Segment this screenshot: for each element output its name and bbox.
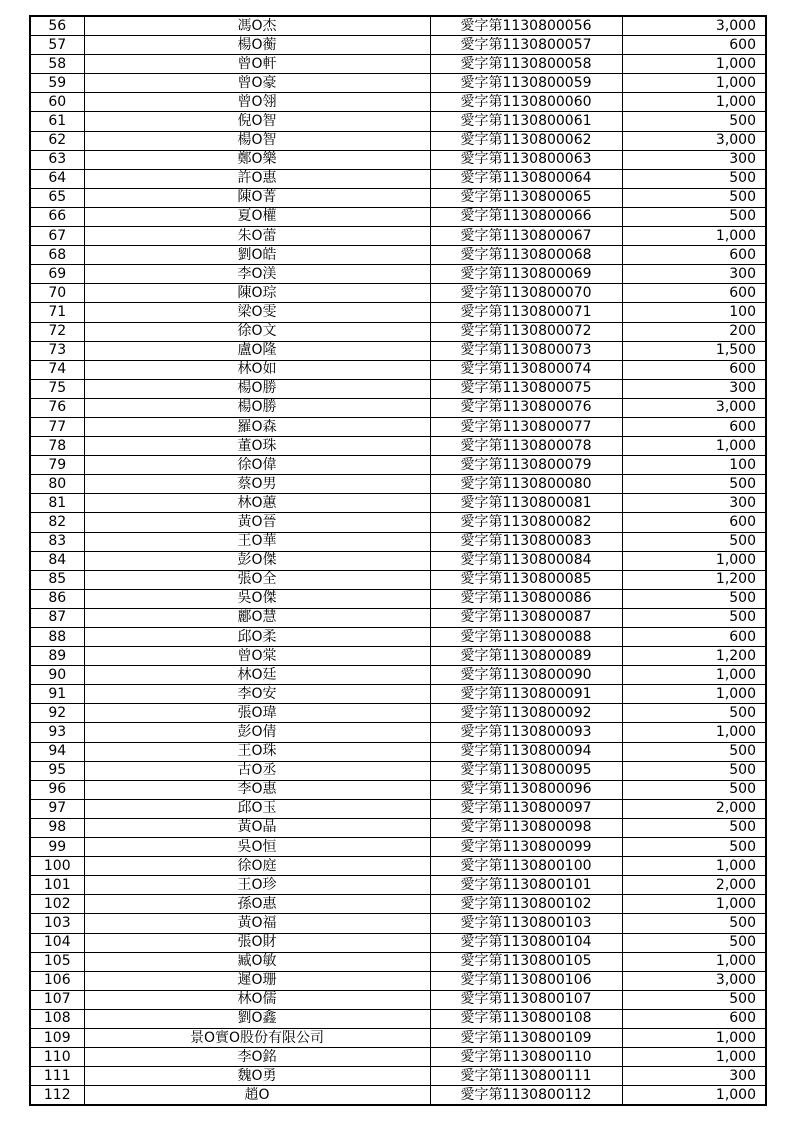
- receipt-number-cell: 愛字第1130800074: [430, 360, 622, 379]
- donor-name-cell: 許O惠: [84, 169, 430, 188]
- donation-amount-cell: 3,000: [622, 131, 766, 150]
- donor-name-cell: 曾O翎: [84, 93, 430, 112]
- table-row: [30, 799, 766, 818]
- donor-name-cell: 林O廷: [84, 666, 430, 685]
- row-number-cell: 88: [30, 628, 84, 647]
- donation-amount-cell: 2,000: [622, 876, 766, 895]
- row-number-cell: 87: [30, 608, 84, 627]
- receipt-number-cell: 愛字第1130800094: [430, 742, 622, 761]
- row-number-cell: 56: [30, 16, 84, 36]
- receipt-number-cell: 愛字第1130800072: [430, 322, 622, 341]
- donation-amount-cell: 500: [622, 188, 766, 207]
- receipt-number-cell: 愛字第1130800070: [430, 284, 622, 303]
- receipt-number-cell: 愛字第1130800085: [430, 570, 622, 589]
- receipt-number-cell: 愛字第1130800092: [430, 704, 622, 723]
- donation-amount-cell: 1,000: [622, 55, 766, 74]
- row-number-cell: 104: [30, 933, 84, 952]
- donation-amount-cell: 1,000: [622, 74, 766, 93]
- receipt-number-cell: 愛字第1130800086: [430, 589, 622, 608]
- donation-amount-cell: 3,000: [622, 16, 766, 36]
- donor-name-cell: 鄭O樂: [84, 150, 430, 169]
- table-row: [30, 780, 766, 799]
- donor-name-cell: 朱O蕾: [84, 227, 430, 246]
- receipt-number-cell: 愛字第1130800106: [430, 971, 622, 990]
- donation-amount-cell: 500: [622, 207, 766, 226]
- row-number-cell: 93: [30, 723, 84, 742]
- receipt-number-cell: 愛字第1130800075: [430, 379, 622, 398]
- row-number-cell: 68: [30, 246, 84, 265]
- receipt-number-cell: 愛字第1130800081: [430, 494, 622, 513]
- table-row: [30, 1009, 766, 1028]
- receipt-number-cell: 愛字第1130800059: [430, 74, 622, 93]
- donation-amount-cell: 2,000: [622, 799, 766, 818]
- table-row: [30, 513, 766, 532]
- receipt-number-cell: 愛字第1130800093: [430, 723, 622, 742]
- receipt-number-cell: 愛字第1130800099: [430, 838, 622, 857]
- donation-amount-cell: 300: [622, 1067, 766, 1086]
- donor-name-cell: 彭O倩: [84, 723, 430, 742]
- table-row: [30, 227, 766, 246]
- row-number-cell: 69: [30, 265, 84, 284]
- table-row: [30, 36, 766, 55]
- donor-name-cell: 古O丞: [84, 761, 430, 780]
- donor-name-cell: 酈O慧: [84, 608, 430, 627]
- receipt-number-cell: 愛字第1130800057: [430, 36, 622, 55]
- table-row: [30, 704, 766, 723]
- table-row: [30, 608, 766, 627]
- donor-name-cell: 張O財: [84, 933, 430, 952]
- table-row: [30, 417, 766, 436]
- table-row: [30, 818, 766, 837]
- row-number-cell: 66: [30, 207, 84, 226]
- donor-name-cell: 吳O恒: [84, 838, 430, 857]
- receipt-number-cell: 愛字第1130800060: [430, 93, 622, 112]
- table-row: [30, 857, 766, 876]
- row-number-cell: 106: [30, 971, 84, 990]
- row-number-cell: 61: [30, 112, 84, 131]
- row-number-cell: 60: [30, 93, 84, 112]
- donor-name-cell: 林O如: [84, 360, 430, 379]
- donor-name-cell: 曾O軒: [84, 55, 430, 74]
- donation-amount-cell: 1,000: [622, 952, 766, 971]
- table-row: [30, 284, 766, 303]
- table-row: [30, 303, 766, 322]
- donation-amount-cell: 1,000: [622, 1086, 766, 1106]
- table-row: [30, 570, 766, 589]
- donor-name-cell: 馮O杰: [84, 16, 430, 36]
- table-row: [30, 532, 766, 551]
- row-number-cell: 101: [30, 876, 84, 895]
- donation-amount-cell: 1,000: [622, 685, 766, 704]
- table-row: [30, 398, 766, 417]
- receipt-number-cell: 愛字第1130800095: [430, 761, 622, 780]
- table-row: [30, 761, 766, 780]
- donation-amount-cell: 600: [622, 513, 766, 532]
- donation-amount-cell: 500: [622, 990, 766, 1009]
- receipt-number-cell: 愛字第1130800078: [430, 437, 622, 456]
- donation-amount-cell: 600: [622, 246, 766, 265]
- donor-name-cell: 梁O雯: [84, 303, 430, 322]
- receipt-number-cell: 愛字第1130800087: [430, 608, 622, 627]
- row-number-cell: 94: [30, 742, 84, 761]
- row-number-cell: 58: [30, 55, 84, 74]
- donation-amount-cell: 300: [622, 494, 766, 513]
- receipt-number-cell: 愛字第1130800084: [430, 551, 622, 570]
- donor-name-cell: 楊O蘅: [84, 36, 430, 55]
- donation-amount-cell: 500: [622, 914, 766, 933]
- donor-name-cell: 張O全: [84, 570, 430, 589]
- table-row: [30, 360, 766, 379]
- row-number-cell: 75: [30, 379, 84, 398]
- receipt-number-cell: 愛字第1130800062: [430, 131, 622, 150]
- table-row: [30, 74, 766, 93]
- row-number-cell: 109: [30, 1028, 84, 1047]
- table-row: [30, 1067, 766, 1086]
- row-number-cell: 78: [30, 437, 84, 456]
- donation-amount-cell: 500: [622, 475, 766, 494]
- row-number-cell: 62: [30, 131, 84, 150]
- receipt-number-cell: 愛字第1130800103: [430, 914, 622, 933]
- row-number-cell: 70: [30, 284, 84, 303]
- row-number-cell: 99: [30, 838, 84, 857]
- donor-name-cell: 趙O: [84, 1086, 430, 1106]
- donation-amount-cell: 3,000: [622, 398, 766, 417]
- table-row: [30, 112, 766, 131]
- receipt-number-cell: 愛字第1130800089: [430, 647, 622, 666]
- row-number-cell: 97: [30, 799, 84, 818]
- receipt-number-cell: 愛字第1130800088: [430, 628, 622, 647]
- receipt-number-cell: 愛字第1130800091: [430, 685, 622, 704]
- table-row: [30, 188, 766, 207]
- row-number-cell: 107: [30, 990, 84, 1009]
- row-number-cell: 89: [30, 647, 84, 666]
- donation-amount-cell: 1,000: [622, 1048, 766, 1067]
- receipt-number-cell: 愛字第1130800110: [430, 1048, 622, 1067]
- donor-name-cell: 徐O偉: [84, 456, 430, 475]
- row-number-cell: 77: [30, 417, 84, 436]
- donor-name-cell: 李O銘: [84, 1048, 430, 1067]
- donor-name-cell: 黃O晉: [84, 513, 430, 532]
- receipt-number-cell: 愛字第1130800105: [430, 952, 622, 971]
- table-row: [30, 1048, 766, 1067]
- donation-amount-cell: 300: [622, 265, 766, 284]
- table-row: [30, 838, 766, 857]
- row-number-cell: 103: [30, 914, 84, 933]
- row-number-cell: 65: [30, 188, 84, 207]
- row-number-cell: 98: [30, 818, 84, 837]
- table-row: [30, 150, 766, 169]
- receipt-number-cell: 愛字第1130800090: [430, 666, 622, 685]
- donor-name-cell: 夏O權: [84, 207, 430, 226]
- row-number-cell: 96: [30, 780, 84, 799]
- table-row: [30, 933, 766, 952]
- receipt-number-cell: 愛字第1130800076: [430, 398, 622, 417]
- table-row: [30, 456, 766, 475]
- donation-amount-cell: 200: [622, 322, 766, 341]
- donation-amount-cell: 1,000: [622, 895, 766, 914]
- donor-name-cell: 李O渼: [84, 265, 430, 284]
- receipt-number-cell: 愛字第1130800068: [430, 246, 622, 265]
- donor-name-cell: 楊O勝: [84, 398, 430, 417]
- donation-amount-cell: 1,000: [622, 437, 766, 456]
- donation-amount-cell: 500: [622, 112, 766, 131]
- table-row: [30, 475, 766, 494]
- table-row: [30, 685, 766, 704]
- row-number-cell: 91: [30, 685, 84, 704]
- row-number-cell: 67: [30, 227, 84, 246]
- donation-amount-cell: 600: [622, 360, 766, 379]
- donor-name-cell: 張O瑋: [84, 704, 430, 723]
- donor-name-cell: 林O儒: [84, 990, 430, 1009]
- donor-name-cell: 李O安: [84, 685, 430, 704]
- receipt-number-cell: 愛字第1130800067: [430, 227, 622, 246]
- donor-name-cell: 王O珠: [84, 742, 430, 761]
- donor-name-cell: 劉O鑫: [84, 1009, 430, 1028]
- donor-name-cell: 邱O柔: [84, 628, 430, 647]
- donation-amount-cell: 500: [622, 818, 766, 837]
- donation-amount-cell: 500: [622, 780, 766, 799]
- table-row: [30, 169, 766, 188]
- receipt-number-cell: 愛字第1130800098: [430, 818, 622, 837]
- donor-name-cell: 李O惠: [84, 780, 430, 799]
- receipt-number-cell: 愛字第1130800056: [430, 16, 622, 36]
- donor-name-cell: 吳O傑: [84, 589, 430, 608]
- table-row: [30, 971, 766, 990]
- donation-amount-cell: 1,000: [622, 551, 766, 570]
- table-row: [30, 379, 766, 398]
- row-number-cell: 82: [30, 513, 84, 532]
- donation-amount-cell: 300: [622, 379, 766, 398]
- row-number-cell: 59: [30, 74, 84, 93]
- receipt-number-cell: 愛字第1130800100: [430, 857, 622, 876]
- receipt-number-cell: 愛字第1130800101: [430, 876, 622, 895]
- receipt-number-cell: 愛字第1130800069: [430, 265, 622, 284]
- donor-name-cell: 倪O智: [84, 112, 430, 131]
- donation-amount-cell: 500: [622, 608, 766, 627]
- donation-amount-cell: 100: [622, 303, 766, 322]
- row-number-cell: 83: [30, 532, 84, 551]
- receipt-number-cell: 愛字第1130800065: [430, 188, 622, 207]
- donor-name-cell: 魏O勇: [84, 1067, 430, 1086]
- table-row: [30, 265, 766, 284]
- donor-name-cell: 王O華: [84, 532, 430, 551]
- donor-name-cell: 盧O隆: [84, 341, 430, 360]
- receipt-number-cell: 愛字第1130800104: [430, 933, 622, 952]
- table-row: [30, 341, 766, 360]
- donor-name-cell: 蔡O男: [84, 475, 430, 494]
- receipt-number-cell: 愛字第1130800077: [430, 417, 622, 436]
- table-row: [30, 666, 766, 685]
- donor-name-cell: 林O蕙: [84, 494, 430, 513]
- table-row: [30, 1028, 766, 1047]
- donation-amount-cell: 600: [622, 36, 766, 55]
- row-number-cell: 76: [30, 398, 84, 417]
- receipt-number-cell: 愛字第1130800079: [430, 456, 622, 475]
- donation-amount-cell: 1,000: [622, 723, 766, 742]
- receipt-number-cell: 愛字第1130800111: [430, 1067, 622, 1086]
- donor-name-cell: 陳O菁: [84, 188, 430, 207]
- donation-amount-cell: 500: [622, 933, 766, 952]
- donor-name-cell: 楊O智: [84, 131, 430, 150]
- row-number-cell: 71: [30, 303, 84, 322]
- table-row: [30, 246, 766, 265]
- table-row: [30, 723, 766, 742]
- table-row: [30, 952, 766, 971]
- donation-amount-cell: 500: [622, 761, 766, 780]
- donor-name-cell: 彭O傑: [84, 551, 430, 570]
- row-number-cell: 92: [30, 704, 84, 723]
- table-row: [30, 55, 766, 74]
- row-number-cell: 72: [30, 322, 84, 341]
- receipt-number-cell: 愛字第1130800080: [430, 475, 622, 494]
- table-row: [30, 16, 766, 36]
- row-number-cell: 102: [30, 895, 84, 914]
- receipt-number-cell: 愛字第1130800109: [430, 1028, 622, 1047]
- donation-amount-cell: 1,200: [622, 570, 766, 589]
- donation-amount-cell: 1,000: [622, 1028, 766, 1047]
- table-row: [30, 647, 766, 666]
- row-number-cell: 84: [30, 551, 84, 570]
- donation-amount-cell: 1,200: [622, 647, 766, 666]
- row-number-cell: 85: [30, 570, 84, 589]
- table-row: [30, 876, 766, 895]
- table-row: [30, 551, 766, 570]
- donor-name-cell: 景O實O股份有限公司: [84, 1028, 430, 1047]
- receipt-number-cell: 愛字第1130800097: [430, 799, 622, 818]
- receipt-number-cell: 愛字第1130800112: [430, 1086, 622, 1106]
- donor-name-cell: 楊O勝: [84, 379, 430, 398]
- donor-name-cell: 羅O森: [84, 417, 430, 436]
- row-number-cell: 74: [30, 360, 84, 379]
- donor-name-cell: 董O珠: [84, 437, 430, 456]
- receipt-number-cell: 愛字第1130800058: [430, 55, 622, 74]
- donation-amount-cell: 1,000: [622, 93, 766, 112]
- row-number-cell: 86: [30, 589, 84, 608]
- receipt-number-cell: 愛字第1130800064: [430, 169, 622, 188]
- receipt-number-cell: 愛字第1130800066: [430, 207, 622, 226]
- donation-amount-cell: 500: [622, 704, 766, 723]
- donation-amount-cell: 600: [622, 628, 766, 647]
- donor-name-cell: 王O珍: [84, 876, 430, 895]
- row-number-cell: 81: [30, 494, 84, 513]
- table-row: [30, 1086, 766, 1106]
- table-row: [30, 494, 766, 513]
- receipt-number-cell: 愛字第1130800096: [430, 780, 622, 799]
- row-number-cell: 63: [30, 150, 84, 169]
- donation-amount-cell: 100: [622, 456, 766, 475]
- table-row: [30, 322, 766, 341]
- row-number-cell: 112: [30, 1086, 84, 1106]
- row-number-cell: 64: [30, 169, 84, 188]
- donation-amount-cell: 600: [622, 417, 766, 436]
- receipt-number-cell: 愛字第1130800082: [430, 513, 622, 532]
- donation-amount-cell: 500: [622, 742, 766, 761]
- table-row: [30, 628, 766, 647]
- row-number-cell: 110: [30, 1048, 84, 1067]
- donation-amount-cell: 600: [622, 284, 766, 303]
- table-row: [30, 131, 766, 150]
- table-row: [30, 990, 766, 1009]
- row-number-cell: 80: [30, 475, 84, 494]
- donation-amount-cell: 500: [622, 169, 766, 188]
- donor-name-cell: 曾O棠: [84, 647, 430, 666]
- donation-amount-cell: 500: [622, 589, 766, 608]
- donation-amount-cell: 3,000: [622, 971, 766, 990]
- table-row: [30, 589, 766, 608]
- table-row: [30, 914, 766, 933]
- receipt-number-cell: 愛字第1130800061: [430, 112, 622, 131]
- donation-table: [29, 15, 767, 1106]
- donation-amount-cell: 1,000: [622, 227, 766, 246]
- donation-amount-cell: 1,000: [622, 666, 766, 685]
- donor-name-cell: 黃O福: [84, 914, 430, 933]
- receipt-number-cell: 愛字第1130800102: [430, 895, 622, 914]
- donor-name-cell: 劉O皓: [84, 246, 430, 265]
- table-row: [30, 895, 766, 914]
- donation-amount-cell: 1,500: [622, 341, 766, 360]
- donation-amount-cell: 500: [622, 532, 766, 551]
- donor-name-cell: 孫O惠: [84, 895, 430, 914]
- receipt-number-cell: 愛字第1130800107: [430, 990, 622, 1009]
- table-row: [30, 742, 766, 761]
- donor-name-cell: 曾O豪: [84, 74, 430, 93]
- row-number-cell: 79: [30, 456, 84, 475]
- table-body: [30, 16, 766, 1105]
- receipt-number-cell: 愛字第1130800108: [430, 1009, 622, 1028]
- receipt-number-cell: 愛字第1130800073: [430, 341, 622, 360]
- row-number-cell: 111: [30, 1067, 84, 1086]
- row-number-cell: 95: [30, 761, 84, 780]
- receipt-number-cell: 愛字第1130800083: [430, 532, 622, 551]
- row-number-cell: 73: [30, 341, 84, 360]
- donor-name-cell: 臧O敏: [84, 952, 430, 971]
- table-row: [30, 437, 766, 456]
- donation-amount-cell: 500: [622, 838, 766, 857]
- table-row: [30, 93, 766, 112]
- donor-name-cell: 徐O文: [84, 322, 430, 341]
- receipt-number-cell: 愛字第1130800071: [430, 303, 622, 322]
- row-number-cell: 105: [30, 952, 84, 971]
- row-number-cell: 100: [30, 857, 84, 876]
- donation-amount-cell: 600: [622, 1009, 766, 1028]
- donor-name-cell: 邱O玉: [84, 799, 430, 818]
- row-number-cell: 90: [30, 666, 84, 685]
- donor-name-cell: 黃O晶: [84, 818, 430, 837]
- donor-name-cell: 遲O珊: [84, 971, 430, 990]
- receipt-number-cell: 愛字第1130800063: [430, 150, 622, 169]
- donation-amount-cell: 1,000: [622, 857, 766, 876]
- table-row: [30, 207, 766, 226]
- donor-name-cell: 徐O庭: [84, 857, 430, 876]
- donation-amount-cell: 300: [622, 150, 766, 169]
- row-number-cell: 108: [30, 1009, 84, 1028]
- row-number-cell: 57: [30, 36, 84, 55]
- donor-name-cell: 陳O琮: [84, 284, 430, 303]
